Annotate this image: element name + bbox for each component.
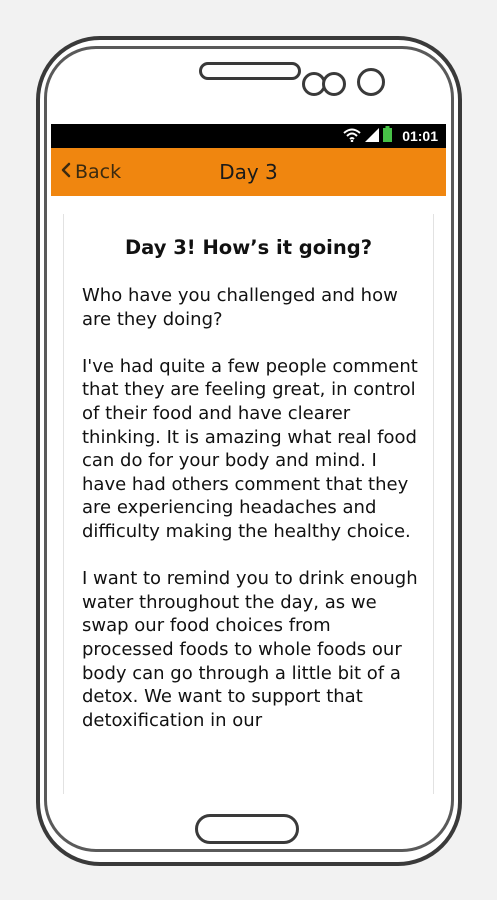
status-icons [343, 127, 438, 145]
battery-icon [383, 126, 392, 146]
home-button[interactable] [195, 814, 299, 844]
wifi-icon [343, 127, 361, 146]
status-bar [51, 124, 446, 148]
app-bar [51, 148, 446, 196]
front-camera [357, 68, 385, 96]
page-title: Day 3 [219, 160, 278, 184]
screen [51, 124, 446, 794]
article-card [63, 214, 434, 794]
back-label: Back [75, 161, 122, 183]
light-sensor [322, 72, 346, 96]
article-paragraph: Who have you challenged and how are they doing? [82, 285, 398, 330]
status-time: 01:01 [402, 128, 438, 144]
article-heading: Day 3! How’s it going? [124, 236, 373, 259]
article-paragraph: I've had quite a few people comment that they are feeling great, in control of their food and have clearer thinking. It is amazing what real food can do for your body and mind. I have had others comment that they are experiencing headaches and difficulty making the healthy choice. [82, 355, 418, 542]
earpiece-speaker [199, 62, 301, 80]
article-body [82, 284, 422, 732]
article-paragraph: I want to remind you to drink enough water throughout the day, as we swap our food choices from processed foods to whole foods our body can go through a little bit of a detox. We want to support that detoxification in our [82, 568, 418, 731]
signal-icon [365, 127, 379, 146]
